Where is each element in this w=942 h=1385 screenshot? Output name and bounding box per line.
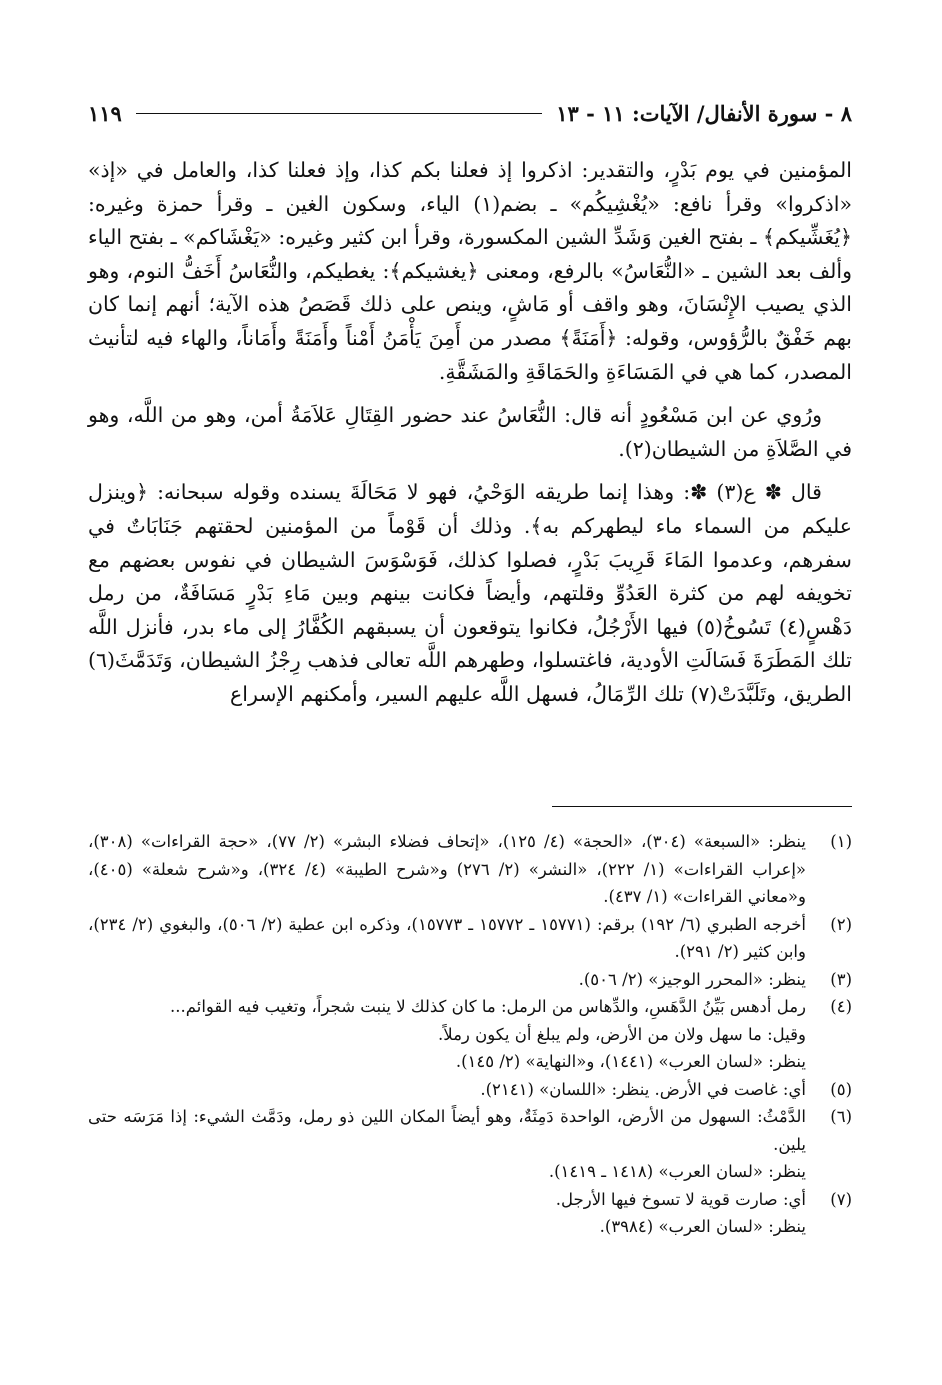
footnote-number: (٣) (830, 969, 852, 989)
footnote-number: (١) (830, 832, 852, 851)
running-header (88, 98, 852, 128)
footnote-line: أي: غاصت في الأرض. ينظر: «اللسان» (٢١٤١). (480, 1079, 806, 1099)
page-number: ١١٩ (88, 100, 122, 126)
footnote-number: (٧) (830, 1189, 852, 1209)
chapter-title: ٨ - سورة الأنفال/ الآيات: ١١ - ١٣ (556, 100, 852, 126)
footnote-line: رمل أدهس بَيِّنُ الدَّهَسِ، والدِّهاس من الرمل: ما كان كذلك لا ينبت شجراً، وتغيب فيه القوائم... (170, 997, 806, 1016)
footnote-line: ينظر: «لسان العرب» (٣٩٨٤). (599, 1217, 806, 1236)
footnote-line: ينظر: «المحرر الوجيز» (٢/ ٥٠٦). (578, 969, 806, 989)
footnote-number: (٢) (830, 914, 852, 934)
footnote (88, 828, 852, 911)
footnote (88, 966, 852, 994)
paragraph: ورُوي عن ابن مَسْعُودٍ أنه قال: النُّعَاسُ عند حضور القِتَالِ عَلاَمَةُ أمن، وهو من اللَّه، وهو في الصَّلاَةِ من الشيطان(٢). (88, 403, 852, 461)
footnote-number: (٤) (830, 997, 852, 1016)
footnote-number: (٦) (830, 1107, 852, 1126)
footnote (88, 993, 852, 1076)
footnote (88, 911, 852, 966)
paragraph: قال ✽ ع(٣) ✽: وهذا إنما طريقه الوَحْيُ، فهو لا مَحَالَةَ يسنده وقوله سبحانه: ﴿وينزل عليكم من السماء ماء ليطهركم به﴾. وذلك أن قَوْماً من المؤمنين لحقتهم جَنَابَاتٌ في سفرهم، وعدموا المَاءَ قَرِيبَ بَدْرٍ، فصلوا كذلك، فَوَسْوَسَ الشيطان في نفوس بعضهم مع تخويفه لهم من كثرة العَدُوِّ وقلتهم، وأيضاً فكانت بينهم وبين مَاءِ بَدْرٍ مَسَافَةٌ، من رمل دَهْسٍ(٤) تَسُوخُ(٥) فيها الأَرْجُلُ، فكانوا يتوقعون أن يسبقهم الكُفَّارُ إلى ماء بدر، فأنزل اللَّه تلك المَطَرَةَ فَسَالَتِ الأودية، فاغتسلوا، وطهرهم اللَّه تعالى فذهب رِجْزُ الشيطان، وَتَدَمَّثَ(٦) الطريق، وتَلَبَّدَتْ(٧) تلك الرِّمَالُ، فسهل اللَّه عليهم السير، وأمكنهم الإسراع (88, 480, 852, 706)
footnote-separator (552, 806, 852, 807)
main-text (88, 154, 852, 722)
footnote-line: ينظر: «لسان العرب» (١٤١٨ ـ ١٤١٩). (548, 1162, 806, 1181)
book-page (88, 88, 852, 1318)
header-rule (136, 113, 542, 114)
footnote (88, 1186, 852, 1241)
footnote-line: أي: صارت قوية لا تسوخ فيها الأرجل. (555, 1189, 806, 1209)
paragraph: المؤمنين في يوم بَدْرٍ، والتقدير: اذكروا إذ فعلنا بكم كذا، وإذ فعلنا كذا، والعامل في «إذ» «اذكروا» وقرأ نافع: «يُغْشِيكُم» ـ بضم(١) الياء، وسكون الغين ـ وقرأ حمزة وغيره: ﴿يُغَشِّيكم﴾ ـ بفتح الغين وَشَدِّ الشين المكسورة، وقرأ ابن كثير وغيره: «يَغْشَاكم» ـ بفتح الياء وألف بعد الشين ـ «النُّعَاسُ» بالرفع، ومعنى ﴿يغشيكم﴾: يغطيكم، والنُّعَاسُ أَخَفُّ النوم، وهو الذي يصيب الإِنْسَانَ، وهو واقف أو مَاشٍ، وينص على ذلك قَصَصُ هذه الآية؛ أنهم إنما كان بهم خَفْقٌ بالرُّؤوس، وقوله: ﴿أَمَنَةً﴾ مصدر من أَمِنَ يَأْمَنُ أَمْناً وأَمَنَةً وأَمَاناً، والهاء فيه لتأنيث المصدر، كما هي في المَسَاءَةِ والحَمَاقَةِ والمَشَقَّةِ. (88, 158, 852, 384)
footnote (88, 1076, 852, 1104)
footnote-line: وقيل: ما سهل ولان من الأرض، ولم يبلغ أن يكون رملاً. (438, 1024, 806, 1044)
footnote-line: أخرجه الطبري (٦/ ١٩٢) برقم: (١٥٧٧١ ـ ١٥٧٧٢ ـ ١٥٧٧٣)، وذكره ابن عطية (٢/ ٥٠٦)، والبغوي (٢/ ٢٣٤)، وابن كثير (٢/ ٢٩١). (88, 914, 806, 961)
footnote-line: ينظر: «لسان العرب» (١٤٤١)، و«النهاية» (٢/ ١٤٥). (455, 1052, 806, 1071)
footnote-line: ينظر: «السبعة» (٣٠٤)، «الحجة» (٤/ ١٢٥)، «إتحاف فضلاء البشر» (٢/ ٧٧)، «حجة القراءات» (٣٠٨)، «إعراب القراءات» (١/ ٢٢٢)، «النشر» (٢/ ٢٧٦) و«شرح الطيبة» (٤/ ٣٢٤)، و«شرح شعلة» (٤٠٥)، و«معاني القراءات» (١/ ٤٣٧). (88, 832, 807, 906)
footnote-line: الدَّمْثُ: السهول من الأرض، الواحدة دَمِثَةٌ، وهو أيضاً المكان اللين ذو رمل، ودَمَّث الشيء: إذا مَرَسَه حتى يلين. (88, 1107, 806, 1154)
footnote (88, 1103, 852, 1186)
footnotes (88, 828, 852, 1241)
footnote-number: (٥) (830, 1079, 852, 1099)
